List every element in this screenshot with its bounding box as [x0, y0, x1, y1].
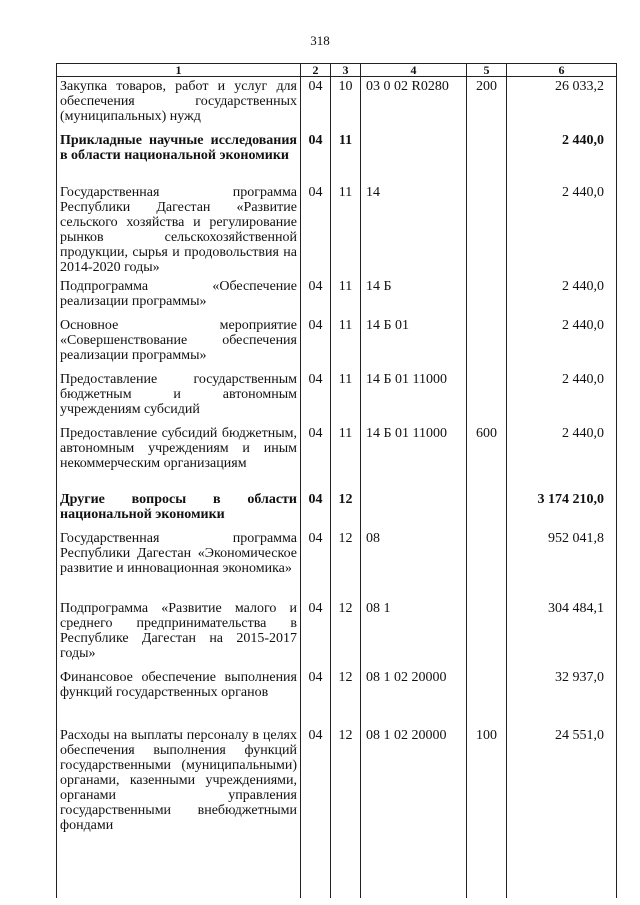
- table-row: [57, 529, 617, 599]
- row-subsection-code: 11: [331, 183, 361, 277]
- row-amount: 2 440,0: [507, 131, 617, 183]
- header-col-5: 5: [467, 64, 507, 77]
- budget-table-container: [56, 63, 616, 898]
- row-section-code: 04: [301, 668, 331, 726]
- row-amount: 2 440,0: [507, 183, 617, 277]
- row-description: Государственная программа Республики Дагестан «Развитие сельского хозяйства и регулирование рынков сельскохозяйственной продукции, сырья и продовольствия на 2014-2020 годы»: [57, 183, 301, 277]
- row-section-code: 04: [301, 599, 331, 668]
- row-description: Прикладные научные исследования в области национальной экономики: [57, 131, 301, 183]
- row-description: Основное мероприятие «Совершенствование обеспечения реализации программы»: [57, 316, 301, 370]
- row-target-article-code: 08: [361, 529, 467, 599]
- row-expense-type-code: 200: [467, 77, 507, 132]
- row-section-code: 04: [301, 316, 331, 370]
- header-col-1: 1: [57, 64, 301, 77]
- row-target-article-code: 14 Б: [361, 277, 467, 316]
- row-description: Предоставление государственным бюджетным и автономным учреждениям субсидий: [57, 370, 301, 424]
- table-row: [57, 599, 617, 668]
- row-expense-type-code: [467, 490, 507, 529]
- row-subsection-code: 10: [331, 77, 361, 132]
- row-expense-type-code: [467, 277, 507, 316]
- row-expense-type-code: [467, 316, 507, 370]
- row-expense-type-code: [467, 599, 507, 668]
- table-row: [57, 668, 617, 726]
- row-expense-type-code: [467, 131, 507, 183]
- row-target-article-code: 08 1: [361, 599, 467, 668]
- row-target-article-code: 08 1 02 20000: [361, 726, 467, 898]
- row-amount: 2 440,0: [507, 316, 617, 370]
- row-description: Финансовое обеспечение выполнения функций государственных органов: [57, 668, 301, 726]
- row-subsection-code: 12: [331, 599, 361, 668]
- row-description: Расходы на выплаты персоналу в целях обеспечения выполнения функций государственными (муниципальными) органами, казенными учреждениями, органами управления государственными внебюджетными фондами: [57, 726, 301, 898]
- row-expense-type-code: 600: [467, 424, 507, 490]
- row-amount: 304 484,1: [507, 599, 617, 668]
- budget-table: [56, 63, 617, 898]
- row-amount: 2 440,0: [507, 277, 617, 316]
- row-description: Государственная программа Республики Дагестан «Экономическое развитие и инновационная экономика»: [57, 529, 301, 599]
- table-header-row: [57, 64, 617, 77]
- header-col-4: 4: [361, 64, 467, 77]
- row-target-article-code: 03 0 02 R0280: [361, 77, 467, 132]
- table-row: [57, 77, 617, 132]
- page-number: 318: [310, 33, 330, 48]
- header-col-3: 3: [331, 64, 361, 77]
- row-subsection-code: 12: [331, 490, 361, 529]
- row-section-code: 04: [301, 370, 331, 424]
- row-expense-type-code: [467, 370, 507, 424]
- header-col-2: 2: [301, 64, 331, 77]
- row-description: Предоставление субсидий бюджетным, автономным учреждениям и иным некоммерческим организациям: [57, 424, 301, 490]
- table-row: [57, 424, 617, 490]
- row-subsection-code: 12: [331, 726, 361, 898]
- header-col-6: 6: [507, 64, 617, 77]
- row-section-code: 04: [301, 726, 331, 898]
- row-section-code: 04: [301, 490, 331, 529]
- row-section-code: 04: [301, 529, 331, 599]
- row-subsection-code: 11: [331, 316, 361, 370]
- row-subsection-code: 11: [331, 131, 361, 183]
- row-amount: 952 041,8: [507, 529, 617, 599]
- row-amount: 24 551,0: [507, 726, 617, 898]
- row-target-article-code: 14: [361, 183, 467, 277]
- row-expense-type-code: [467, 183, 507, 277]
- row-amount: 2 440,0: [507, 424, 617, 490]
- row-target-article-code: 14 Б 01 11000: [361, 424, 467, 490]
- row-subsection-code: 11: [331, 277, 361, 316]
- row-description: Подпрограмма «Обеспечение реализации программы»: [57, 277, 301, 316]
- row-expense-type-code: [467, 668, 507, 726]
- row-amount: 2 440,0: [507, 370, 617, 424]
- row-section-code: 04: [301, 77, 331, 132]
- row-description: Другие вопросы в области национальной экономики: [57, 490, 301, 529]
- row-target-article-code: [361, 490, 467, 529]
- table-row: [57, 183, 617, 277]
- table-row: [57, 726, 617, 898]
- table-row: [57, 490, 617, 529]
- row-section-code: 04: [301, 183, 331, 277]
- table-row: [57, 370, 617, 424]
- table-row: [57, 131, 617, 183]
- row-target-article-code: [361, 131, 467, 183]
- row-target-article-code: 14 Б 01 11000: [361, 370, 467, 424]
- row-subsection-code: 12: [331, 529, 361, 599]
- row-target-article-code: 08 1 02 20000: [361, 668, 467, 726]
- row-amount: 26 033,2: [507, 77, 617, 132]
- row-amount: 32 937,0: [507, 668, 617, 726]
- row-expense-type-code: 100: [467, 726, 507, 898]
- table-row: [57, 277, 617, 316]
- row-subsection-code: 12: [331, 668, 361, 726]
- row-subsection-code: 11: [331, 370, 361, 424]
- row-description: Закупка товаров, работ и услуг для обеспечения государственных (муниципальных) нужд: [57, 77, 301, 132]
- table-row: [57, 316, 617, 370]
- row-amount: 3 174 210,0: [507, 490, 617, 529]
- row-description: Подпрограмма «Развитие малого и среднего предпринимательства в Республике Дагестан на 2015-2017 годы»: [57, 599, 301, 668]
- row-section-code: 04: [301, 131, 331, 183]
- row-target-article-code: 14 Б 01: [361, 316, 467, 370]
- row-expense-type-code: [467, 529, 507, 599]
- table-body: [57, 77, 617, 899]
- row-section-code: 04: [301, 277, 331, 316]
- row-subsection-code: 11: [331, 424, 361, 490]
- row-section-code: 04: [301, 424, 331, 490]
